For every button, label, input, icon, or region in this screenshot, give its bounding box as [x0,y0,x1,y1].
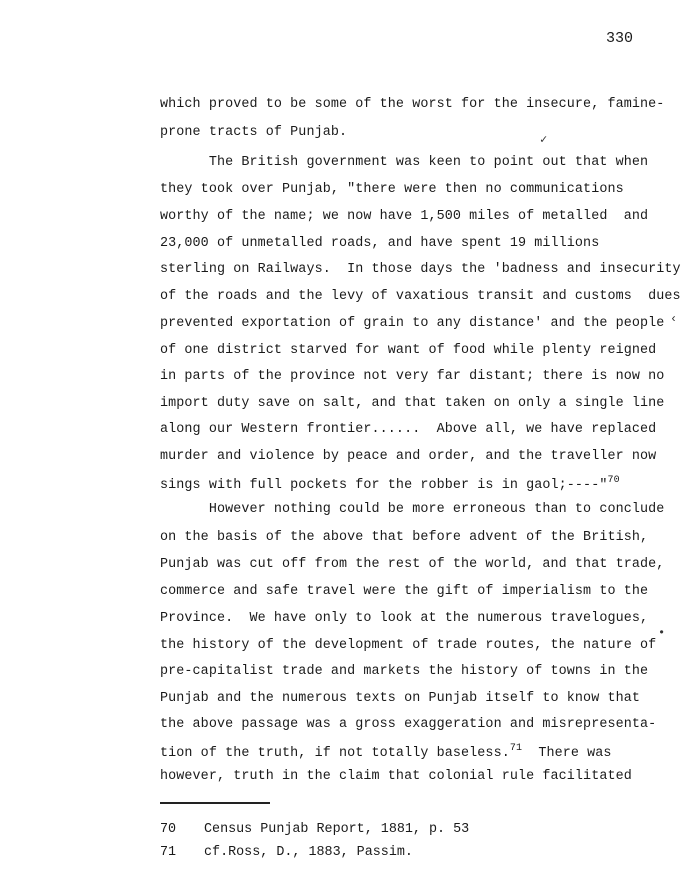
body-line: in parts of the province not very far distant; there is now no [160,369,665,384]
body-line: Punjab and the numerous texts on Punjab itself to know that [160,691,641,706]
body-line: 23,000 of unmetalled roads, and have spent 19 millions [160,236,600,251]
page-number: 330 [606,30,634,47]
footnote-ref-71: 71 [509,743,523,754]
footnote-text: cf.Ross, D., 1883, Passim. [204,845,413,860]
margin-mark: ‹ [670,312,678,326]
body-line: on the basis of the above that before advent of the British, [160,530,649,545]
body-text: tion of the truth, if not totally baseless. [160,746,510,761]
body-line: However nothing could be more erroneous than to conclude [160,502,665,517]
body-line: however, truth in the claim that colonial rule facilitated [160,769,632,784]
body-line: worthy of the name; we now have 1,500 miles of metalled and [160,209,649,224]
body-line: which proved to be some of the worst for the insecure, famine- [160,97,665,112]
body-line: sterling on Railways. In those days the 'badness and insecurity [160,262,681,277]
body-line: Punjab was cut off from the rest of the world, and that trade, [160,557,665,572]
body-line: prevented exportation of grain to any distance' and the people [160,316,665,331]
body-line-with-footnote [160,743,612,761]
footnote-number: 71 [160,845,177,860]
body-line: commerce and safe travel were the gift of imperialism to the [160,584,649,599]
body-line-with-footnote [160,475,620,493]
body-line: Province. We have only to look at the numerous travelogues, [160,611,649,626]
footnote-text: Census Punjab Report, 1881, p. 53 [204,822,470,837]
pencil-tick-mark: ✓ [540,133,548,147]
body-line: of the roads and the levy of vaxatious transit and customs dues [160,289,681,304]
body-line: the above passage was a gross exaggeration and misrepresenta- [160,717,657,732]
footnote-number: 70 [160,822,177,837]
body-line: import duty save on salt, and that taken on only a single line [160,396,665,411]
body-line: pre-capitalist trade and markets the history of towns in the [160,664,649,679]
footnote-divider [160,802,270,804]
body-line: murder and violence by peace and order, and the traveller now [160,449,657,464]
body-line: The British government was keen to point out that when [160,155,649,170]
footnote-ref-70: 70 [607,475,620,486]
body-line: the history of the development of trade routes, the nature of [160,638,657,653]
body-line: of one district starved for want of food while plenty reigned [160,343,657,358]
body-text: There was [522,746,612,761]
body-line: along our Western frontier...... Above all, we have replaced [160,422,657,437]
body-line: prone tracts of Punjab. [160,125,348,140]
body-text: sings with full pockets for the robber is in gaol;----" [160,478,608,493]
margin-mark: • [658,626,666,640]
body-line: they took over Punjab, "there were then no communications [160,182,624,197]
